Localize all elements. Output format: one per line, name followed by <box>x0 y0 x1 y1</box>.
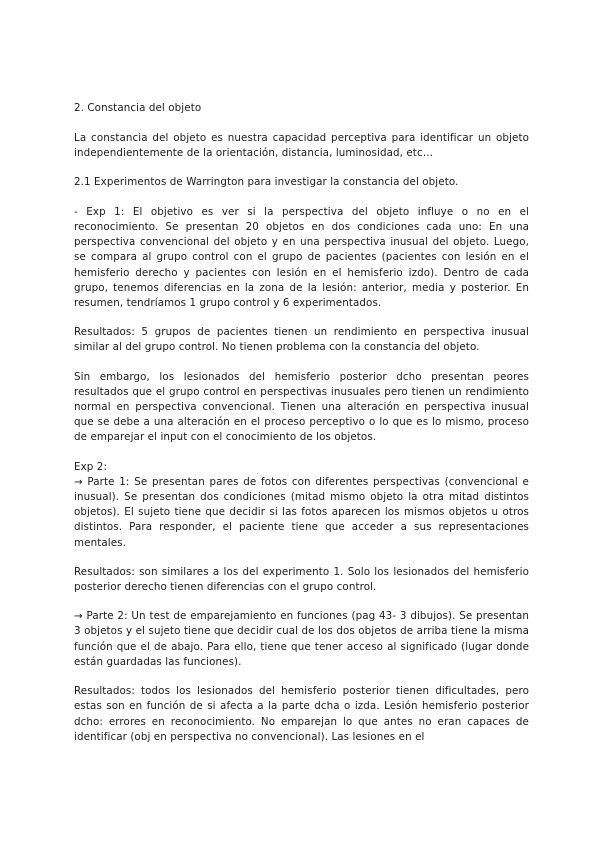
section-heading: 2. Constancia del objeto <box>74 102 202 114</box>
intro-paragraph: La constancia del objeto es nuestra capacidad perceptiva para identificar un objeto independientemente de la orientación, distancia, luminosidad, etc… <box>74 132 529 160</box>
document-body <box>74 101 529 745</box>
results-3-paragraph: Resultados: todos los lesionados del hemisferio posterior tienen dificultades, pero estas son en función de si afecta a la parte dcha o izda. Lesión hemisferio posterior dcho: errores en reconocimiento. No emparejan lo que antes no eran capaces de identificar (obj en perspectiva no convencional). Las lesiones en el <box>74 685 529 743</box>
results-2-paragraph: Resultados: son similares a los del experimento 1. Solo los lesionados del hemisferio posterior derecho tienen diferencias con el grupo control. <box>74 565 529 594</box>
sin-embargo-paragraph: Sin embargo, los lesionados del hemisferio posterior dcho presentan peores resultados que el grupo control en perspectivas inusuales pero tienen un rendimiento normal en perspectiva convencional. Tienen una alteración en perspectiva inusual que se debe a una alteración en el proceso perceptivo o lo que es lo mismo, proceso de emparejar el input con el conocimiento de los objetos. <box>74 370 529 444</box>
parte-2-paragraph: → Parte 2: Un test de emparejamiento en funciones (pag 43- 3 dibujos). Se presentan 3 objetos y el sujeto tiene que decidir cual de los dos objetos de arriba tiene la misma función que el de abajo. Para ello, tiene que tener acceso al significado (lugar donde están guardadas las funciones). <box>74 610 529 668</box>
results-1-paragraph: Resultados: 5 grupos de pacientes tienen un rendimiento en perspectiva inusual similar al del grupo control. No tienen problema con la constancia del objeto. <box>74 326 529 354</box>
experiment-2-title: Exp 2: <box>74 460 108 473</box>
experiment-1-paragraph: - Exp 1: El objetivo es ver si la perspectiva del objeto influye o no en el reconocimiento. Se presentan 20 objetos en dos condiciones cada uno: En una perspectiva convencional del objeto y en una perspectiva inusual del objeto. Luego, se compara al grupo control con el grupo de pacientes (pacientes con lesión en el hemisferio derecho y pacientes con lesión en el hemisferio izdo). Dentro de cada grupo, tenemos diferencias en la zona de la lesión: anterior, media y posterior. En resumen, tendríamos 1 grupo control y 6 experimentados. <box>74 205 529 310</box>
subsection-heading: 2.1 Experimentos de Warrington para investigar la constancia del objeto. <box>74 175 459 188</box>
parte-1-paragraph: → Parte 1: Se presentan pares de fotos con diferentes perspectivas (convencional e inusual). Se presentan dos condiciones (mitad mismo objeto la otra mitad distintos objetos). El sujeto tiene que decidir si las fotos aparecen los mismos objetos u otros distintos. Para responder, el paciente tiene que acceder a sus representaciones mentales. <box>74 475 529 549</box>
